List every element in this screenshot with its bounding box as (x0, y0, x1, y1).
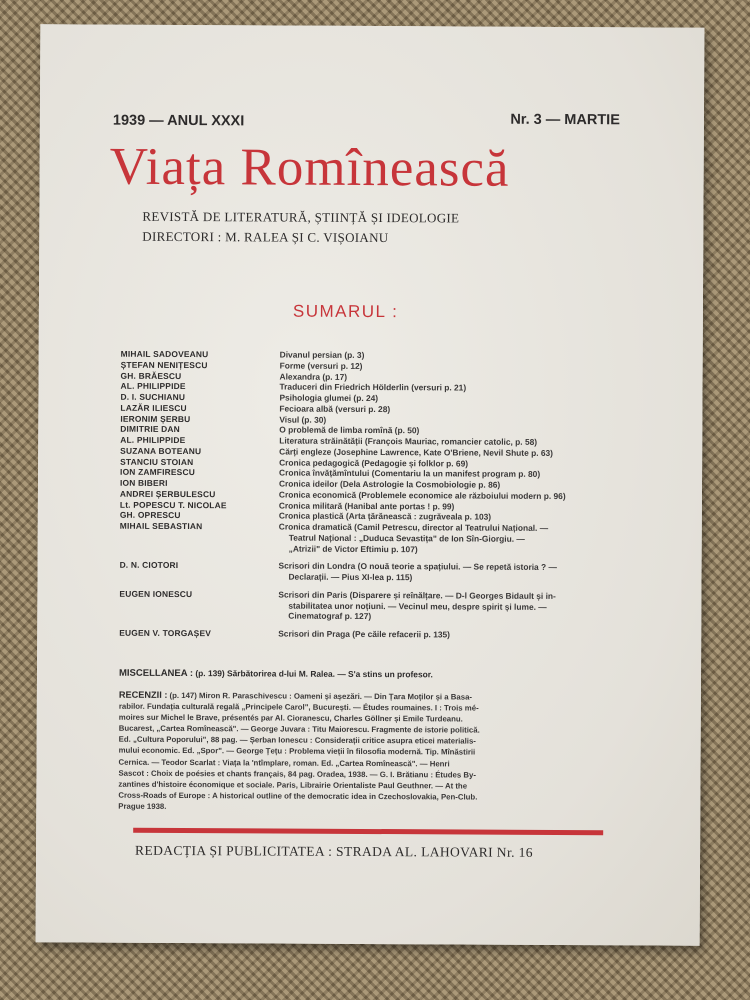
toc-work-line: Scrisori din Praga (Pe căile refacerii p. 135) (278, 628, 451, 640)
reviews-label: RECENZII : (118, 689, 168, 700)
toc-author: MIHAIL SEBASTIAN (119, 520, 203, 532)
table-of-contents (119, 349, 681, 642)
toc-author: IERONIM ȘERBU (120, 413, 191, 424)
review-text: (p. 147) Miron R. Paraschivescu : Oameni și așezări. — Din Țara Moților și a Basa- (169, 690, 473, 702)
toc-work-line: Psihologia glumei (p. 24) (279, 392, 379, 404)
toc-work-line: Alexandra (p. 17) (279, 371, 348, 382)
toc-entry (119, 560, 679, 584)
footer-address: REDACȚIA ȘI PUBLICITATEA : STRADA AL. LAHOVARI Nr. 16 (135, 842, 534, 860)
toc-work (278, 589, 679, 623)
toc-work-line: Cinematograf p. 127) (288, 610, 372, 622)
toc-work-line: Visul (p. 30) (279, 414, 327, 425)
toc-author: AL. PHILIPPIDE (120, 380, 186, 392)
toc-author: STANCIU STOIAN (120, 456, 194, 467)
toc-work-line: Cronica ideilor (Dela Astrologie la Cosmobiologie p. 86) (278, 478, 501, 490)
toc-work (278, 561, 679, 585)
review-text: Sascot : Choix de poésies et chants français, 84 pag. Oradea, 1938. — G. I. Brătianu : Études By- (118, 768, 476, 780)
review-text: mului economic. Ed. „Spor". — George Țețu : Problema vieții în filosofia modernă. Tip. Mînăstirii (118, 746, 476, 758)
toc-work-line: Fecioara albă (versuri p. 28) (279, 403, 391, 414)
toc-work-line: Cărți engleze (Josephine Lawrence, Kate O'Briene, Nevil Shute p. 63) (279, 446, 553, 458)
toc-author: D. N. CIOTORI (119, 559, 179, 571)
review-text: zantines d'histoire économique et sociale. Paris, Librairie Orientaliste Paul Geuthner. — At the (118, 779, 468, 791)
toc-work-line: Scrisori din Paris (Disparere și reînălțare. — D-l Georges Bidault și in- (278, 589, 556, 601)
miscellanea-label: MISCELLANEA : (118, 667, 194, 680)
toc-author: SUZANA BOTEANU (120, 445, 202, 456)
toc-author: EUGEN IONESCU (119, 588, 193, 599)
toc-work-line: Cronica militară (Hanibal ante portas ! p. 99) (278, 500, 455, 511)
toc-author: MIHAIL SADOVEANU (120, 348, 209, 360)
toc-author: EUGEN V. TORGAȘEV (119, 627, 212, 639)
toc-work-line: Cronica dramatică (Camil Petrescu, director al Teatrului Național. — (278, 521, 549, 533)
review-text: moires sur Michel le Brave, présentés par Al. Cioranescu, Charles Göllner și Emile Turdeanu. (118, 712, 463, 724)
toc-work-line: Traduceri din Friedrich Hölderlin (versuri p. 21) (279, 381, 467, 393)
review-text: Cernica. — Teodor Scarlat : Viața la 'ntîmplare, roman. Ed. „Cartea Romînească". — Henri (118, 757, 450, 768)
toc-work-line: Scrisori din Londra (O nouă teorie a spațiului. — Se repetă istoria ? — (278, 560, 557, 573)
toc-work (279, 522, 680, 556)
toc-entry (119, 628, 679, 642)
toc-work-line: Declarații. — Pius XI-lea p. 115) (288, 571, 413, 583)
toc-work-line: Cronica plastică (Arta țărănească : zugrăveala p. 103) (278, 510, 492, 522)
toc-work-line: Literatura străinătății (François Mauriac, romancier catolic, p. 58) (279, 435, 538, 447)
toc-author: GH. OPRESCU (119, 509, 181, 521)
review-text: Cross-Roads of Europe : A historical outline of the democratic idea in Czechoslovakia, Pen-Club. (118, 790, 478, 802)
magazine-title: Viața Romînească (109, 137, 510, 198)
toc-work-line: „Atrizii" de Victor Eftimiu p. 107) (288, 543, 418, 554)
review-text: rabilor. Fundația culturală regală „Principele Carol", București. — Études roumaines. I : Trois mé- (118, 701, 479, 713)
miscellanea (119, 668, 659, 682)
toc-entry (119, 588, 679, 623)
directors-line: DIRECTORI : M. RALEA ȘI C. VIȘOIANU (142, 228, 389, 246)
contents-heading: SUMARUL : (292, 301, 399, 322)
toc-author: ANDREI ȘERBULESCU (119, 488, 216, 499)
toc-author: DIMITRIE DAN (120, 423, 180, 435)
toc-work-line: Forme (versuri p. 12) (279, 360, 363, 371)
toc-work-line: Cronica învățămîntului (Comentariu la un manifest program p. 80) (279, 467, 541, 480)
issue-number: Nr. 3 — MARTIE (510, 111, 620, 129)
toc-work-line: O problemă de limba romînă (p. 50) (279, 424, 420, 436)
reviews-section (118, 690, 679, 815)
toc-author: Lt. POPESCU T. NICOLAE (119, 499, 227, 510)
toc-author: AL. PHILIPPIDE (120, 434, 186, 446)
toc-author: ION BIBERI (119, 477, 168, 488)
toc-author: LAZĂR ILIESCU (120, 402, 187, 413)
toc-work-line: Cronica pedagogică (Pedagogie și folklor p. 69) (279, 457, 469, 469)
toc-author: D. I. SUCHIANU (120, 391, 186, 403)
review-line (118, 801, 678, 815)
toc-author: ȘTEFAN NENIȚESCU (120, 359, 208, 370)
toc-work-line: stabilitatea unor noțiuni. — Vecinul meu, despre spirit și lume. — (288, 600, 547, 612)
year-volume: 1939 — ANUL XXXI (112, 112, 245, 130)
toc-work-line: Divanul persian (p. 3) (279, 349, 365, 360)
toc-author: ION ZAMFIRESCU (120, 466, 196, 478)
toc-work-line: Cronica economică (Problemele economice ale războiului modern p. 96) (278, 489, 566, 501)
toc-work (278, 629, 679, 642)
review-text: Prague 1938. (118, 801, 167, 811)
miscellanea-text: (p. 139) Sărbătorirea d-lui M. Ralea. — S'a stins un profesor. (195, 668, 433, 680)
magazine-subtitle: REVISTĂ DE LITERATURĂ, ȘTIINȚĂ ȘI IDEOLOGIE (142, 208, 460, 226)
toc-work-line: Teatrul Național : „Duduca Sevastița" de Ion Sîn-Giorgiu. — (288, 532, 525, 544)
review-text: Ed. „Cultura Poporului", 88 pag. — Șerban Ionescu : Considerații critice asupra eticei materialis- (118, 735, 476, 746)
toc-entry (120, 521, 680, 556)
magazine-cover (36, 24, 705, 945)
review-text: Bucarest, „Cartea Romînească". — George Juvara : Titu Maiorescu. Fragmente de istorie politică. (118, 723, 480, 735)
red-rule (133, 828, 603, 835)
toc-author: GH. BRĂESCU (120, 370, 182, 381)
